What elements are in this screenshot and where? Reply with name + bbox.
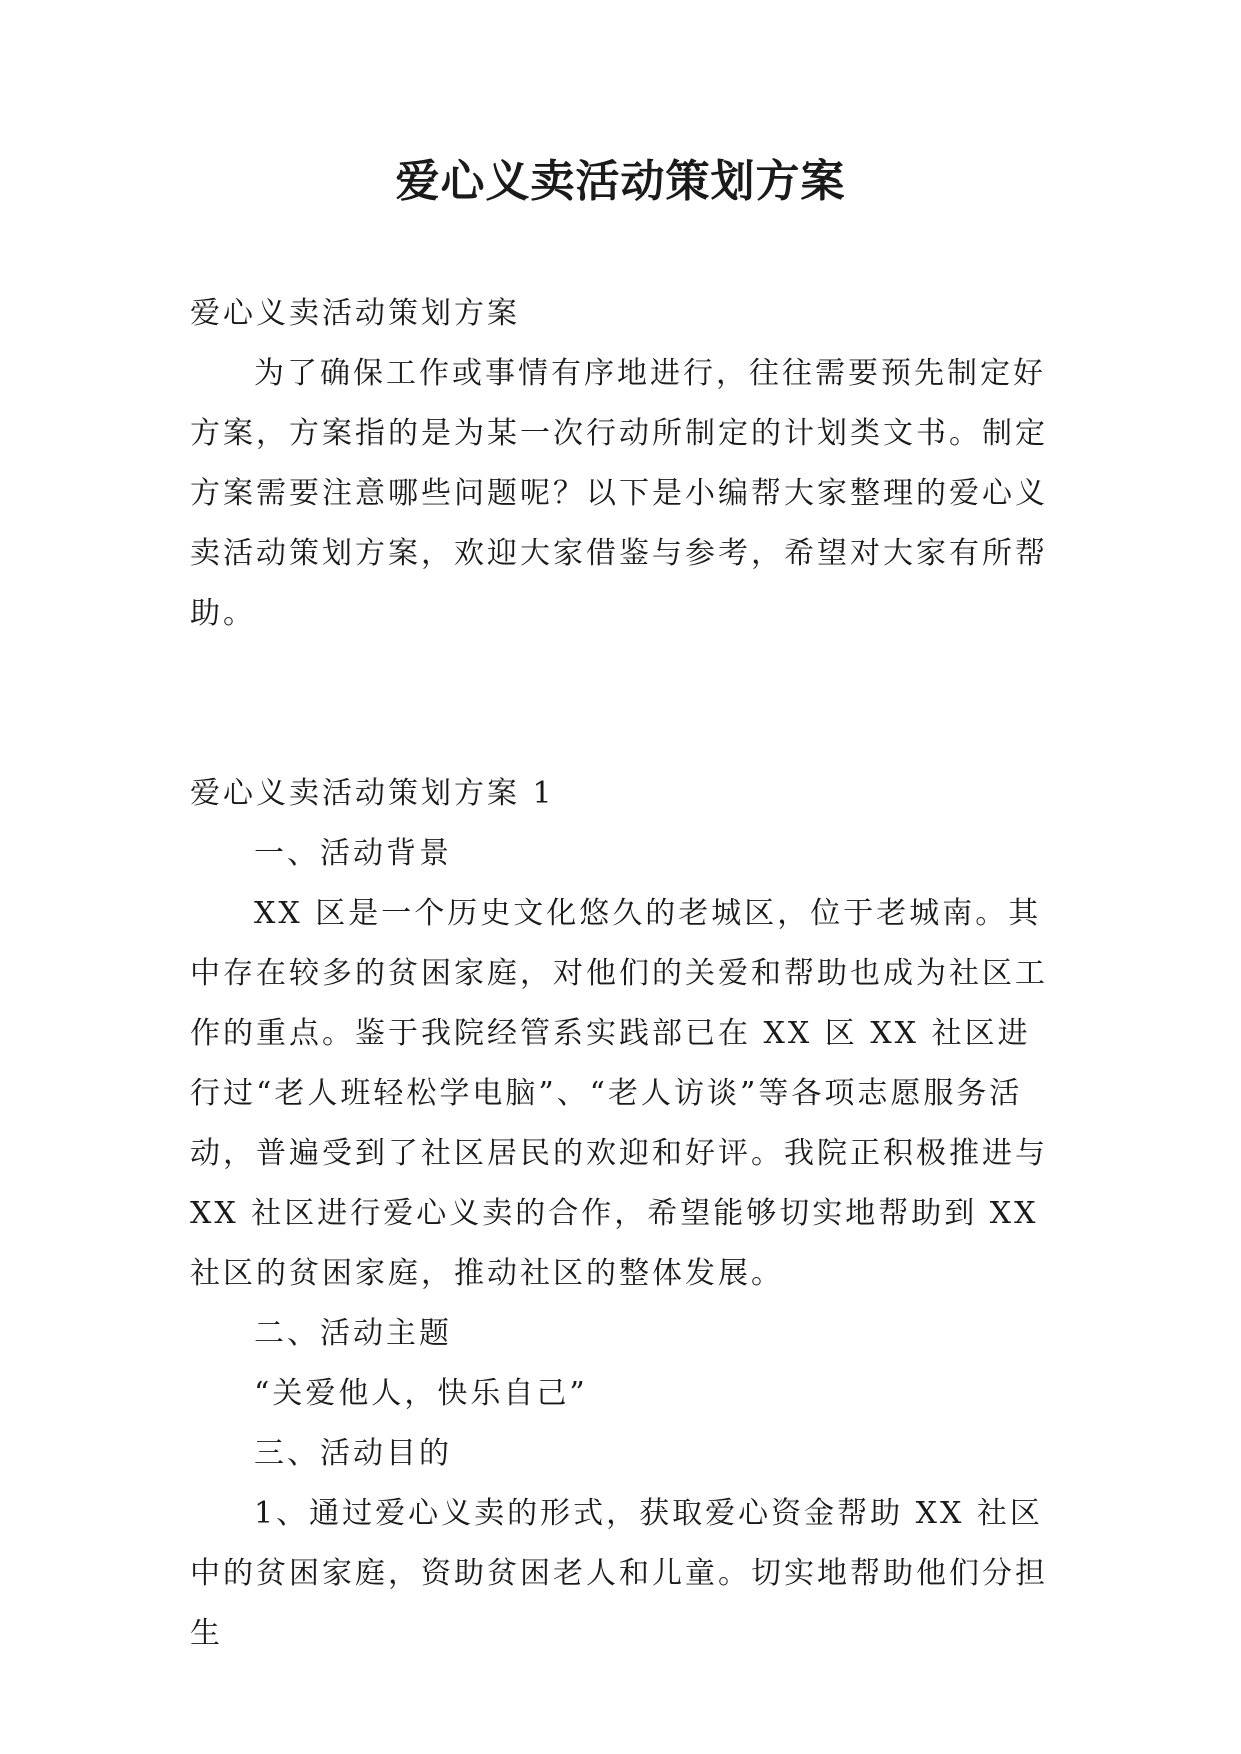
section-spacer <box>190 644 1054 764</box>
subtitle: 爱心义卖活动策划方案 <box>190 296 520 331</box>
heading-theme: 二、活动主题 <box>254 1316 452 1351</box>
document-title: 爱心义卖活动策划方案 <box>395 156 846 207</box>
section-title: 爱心义卖活动策划方案 1 <box>190 776 555 811</box>
theme-paragraph: “关爱他人，快乐自己” <box>254 1376 588 1411</box>
background-paragraph: XX 区是一个历史文化悠久的老城区，位于老城南。其中存在较多的贫困家庭，对他们的关爱和帮助也成为社区工作的重点。鉴于我院经管系实践部已在 XX 区 XX 社区进行过“老人班轻松学电脑”、“老人访谈”等各项志愿服务活动，普遍受到了社区居民的欢迎和好评。我院正积极推进与 XX 社区进行爱心义卖的合作，希望能够切实地帮助到 XX 社区的贫困家庭，推动社区的整体发展。 <box>190 896 1048 1291</box>
intro-paragraph: 为了确保工作或事情有序地进行，往往需要预先制定好方案，方案指的是为某一次行动所制定的计划类文书。制定方案需要注意哪些问题呢？以下是小编帮大家整理的爱心义卖活动策划方案，欢迎大家借鉴与参考，希望对大家有所帮助。 <box>190 356 1048 631</box>
document-body <box>190 284 1054 1664</box>
heading-background: 一、活动背景 <box>254 836 452 871</box>
purpose-paragraph: 1、通过爱心义卖的形式，获取爱心资金帮助 XX 社区中的贫困家庭，资助贫困老人和儿童。切实地帮助他们分担生 <box>190 1496 1048 1651</box>
heading-purpose: 三、活动目的 <box>254 1436 452 1471</box>
